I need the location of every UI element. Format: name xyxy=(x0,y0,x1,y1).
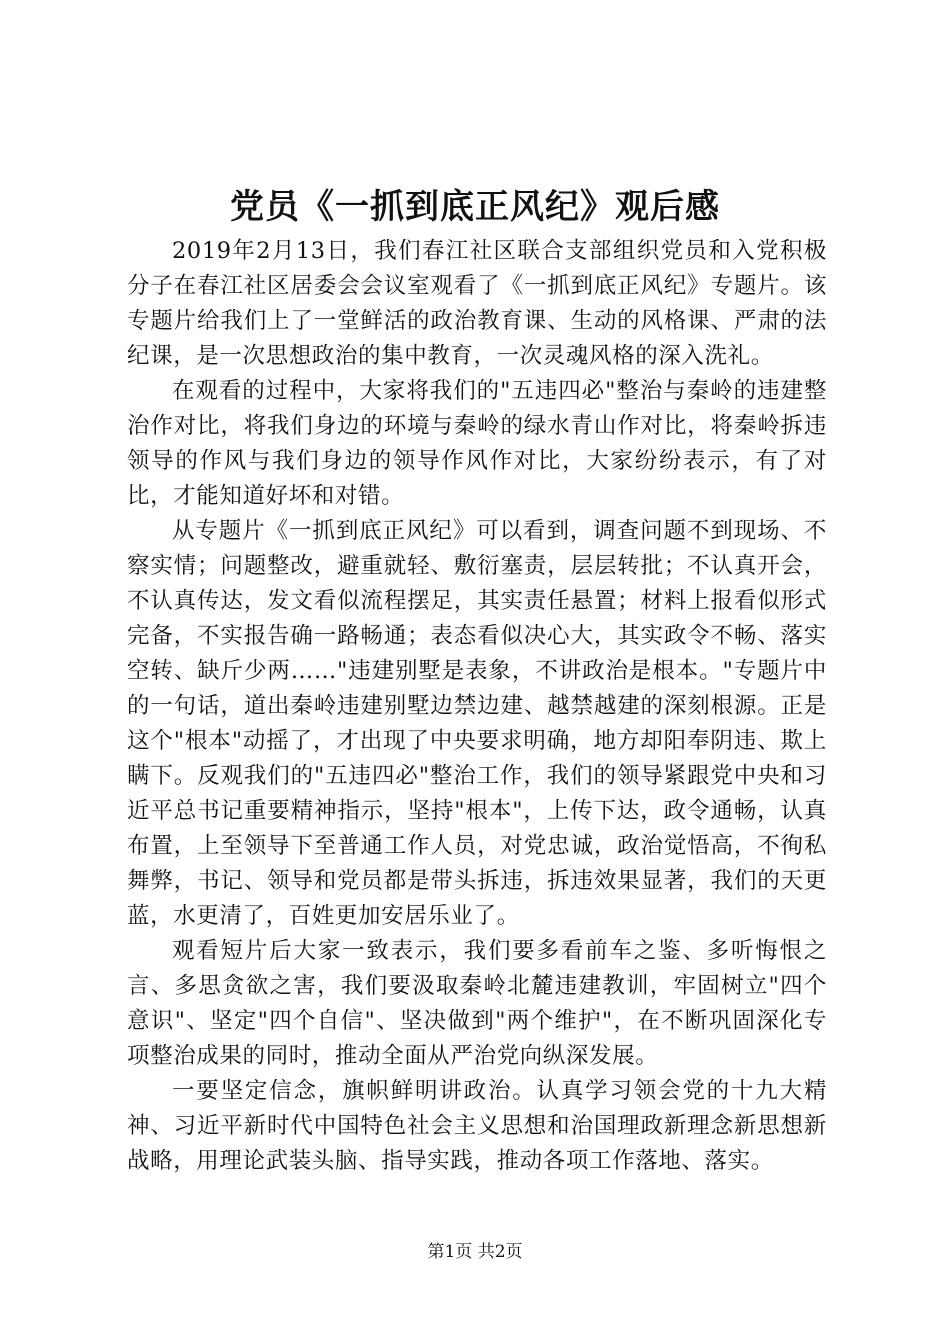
document-body xyxy=(127,234,827,1179)
paragraph-4: 观看短片后大家一致表示，我们要多看前车之鉴、多听悔恨之言、多思贪欲之害，我们要汲取秦岭北麓违建教训，牢固树立"四个意识"、坚定"四个自信"、坚决做到"两个维护"，在不断巩固深化专项整治成果的同时，推动全面从严治党向纵深发展。 xyxy=(127,938,827,1069)
paragraph-1: 2019年2月13日，我们春江社区联合支部组织党员和入党积极分子在春江社区居委会会议室观看了《一抓到底正风纪》专题片。该专题片给我们上了一堂鲜活的政治教育课、生动的风格课、严肃的法纪课，是一次思想政治的集中教育，一次灵魂风格的深入洗礼。 xyxy=(127,238,827,369)
document-title: 党员《一抓到底正风纪》观后感 xyxy=(230,187,720,227)
paragraph-5: 一要坚定信念，旗帜鲜明讲政治。认真学习领会党的十九大精神、习近平新时代中国特色社会主义思想和治国理政新理念新思想新战略，用理论武装头脑、指导实践，推动各项工作落地、落实。 xyxy=(127,1078,827,1174)
paragraph-2: 在观看的过程中，大家将我们的"五违四必"整治与秦岭的违建整治作对比，将我们身边的环境与秦岭的绿水青山作对比，将秦岭拆违领导的作风与我们身边的领导作风作对比，大家纷纷表示，有了对比，才能知道好坏和对错。 xyxy=(127,378,827,509)
page-number-footer: 第1页 共2页 xyxy=(427,1242,523,1262)
paragraph-3: 从专题片《一抓到底正风纪》可以看到，调查问题不到现场、不察实情；问题整改，避重就轻、敷衍塞责，层层转批；不认真开会，不认真传达，发文看似流程摆足，其实责任悬置；材料上报看似形式完备，不实报告确一路畅通；表态看似决心大，其实政令不畅、落实空转、缺斤少两……"违建别墅是表象，不讲政治是根本。"专题片中的一句话，道出秦岭违建别墅边禁边建、越禁越建的深刻根源。正是这个"根本"动摇了，才出现了中央要求明确，地方却阳奉阴违、欺上瞒下。反观我们的"五违四必"整治工作，我们的领导紧跟党中央和习近平总书记重要精神指示，坚持"根本"，上传下达，政令通畅，认真布置，上至领导下至普通工作人员，对党忠诚，政治觉悟高，不徇私舞弊，书记、领导和党员都是带头拆违，拆违效果显著，我们的天更蓝，水更清了，百姓更加安居乐业了。 xyxy=(127,518,827,929)
